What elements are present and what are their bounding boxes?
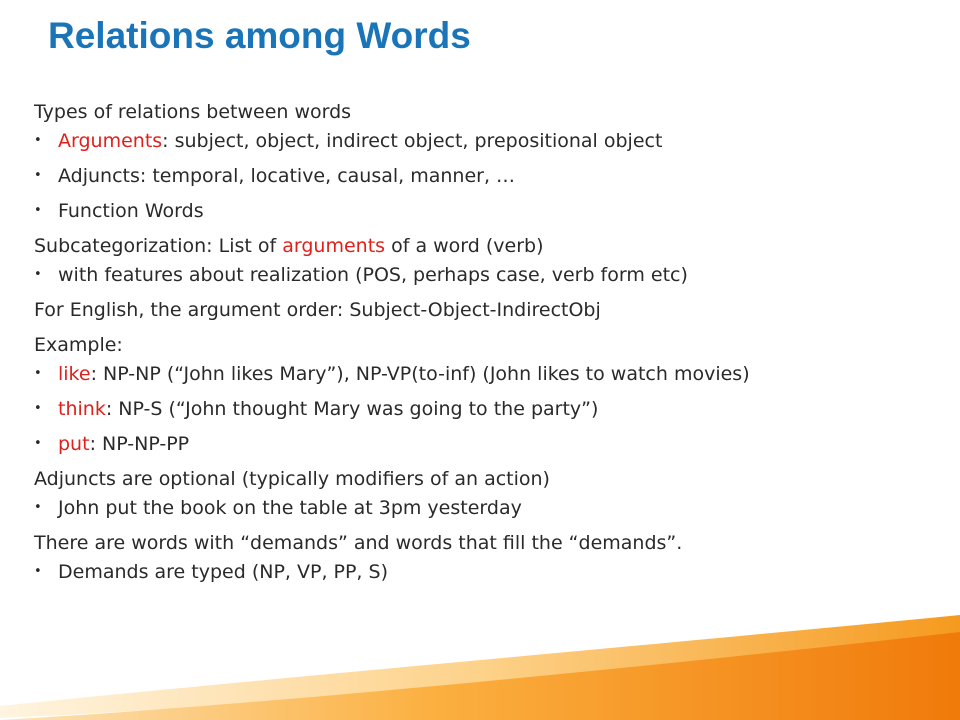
bullet-think: • think: NP-S (“John thought Mary was going to the party”) [34,398,599,420]
bullet-john-put: • John put the book on the table at 3pm yesterday [34,497,522,519]
bullet-dot: • [34,267,42,282]
bullet-adjuncts [34,164,934,188]
function-words-text: Function Words [58,200,204,222]
bullet-dot: • [34,401,42,416]
bullet-put: • put: NP-NP-PP [34,433,190,455]
bullet-function-words [34,199,934,223]
bullet-features [34,263,934,287]
bullet-arguments [34,129,934,153]
arguments-term: Arguments [58,130,163,152]
adjuncts-text: Adjuncts: temporal, locative, causal, manner, … [58,165,516,187]
bullet-dot: • [34,133,42,148]
example-heading: Example: [34,334,123,356]
slide-content [34,100,934,595]
subcat-heading: Subcategorization: List of arguments of a word (verb) [34,235,544,257]
slide-title: Relations among Words [48,15,471,56]
features-text: with features about realization (POS, perhaps case, verb form etc) [58,264,688,286]
bullet-like: • like: NP-NP (“John likes Mary”), NP-VP(to-inf) (John likes to watch movies) [34,363,750,385]
demands-heading: There are words with “demands” and words that fill the “demands”. [34,532,683,554]
footer-swoosh-graphic [0,610,960,720]
adjuncts-heading: Adjuncts are optional (typically modifiers of an action) [34,468,550,490]
order-heading: For English, the argument order: Subject-Object-IndirectObj [34,299,601,321]
bullet-dot: • [34,436,42,451]
bullet-demands-typed: • Demands are typed (NP, VP, PP, S) [34,561,388,583]
bullet-dot: • [34,564,42,579]
bullet-dot: • [34,203,42,218]
bullet-dot: • [34,366,42,381]
arguments-desc: : subject, object, indirect object, prepositional object [162,130,663,152]
bullet-dot: • [34,500,42,515]
bullet-dot: • [34,168,42,183]
types-heading: Types of relations between words [34,101,352,123]
